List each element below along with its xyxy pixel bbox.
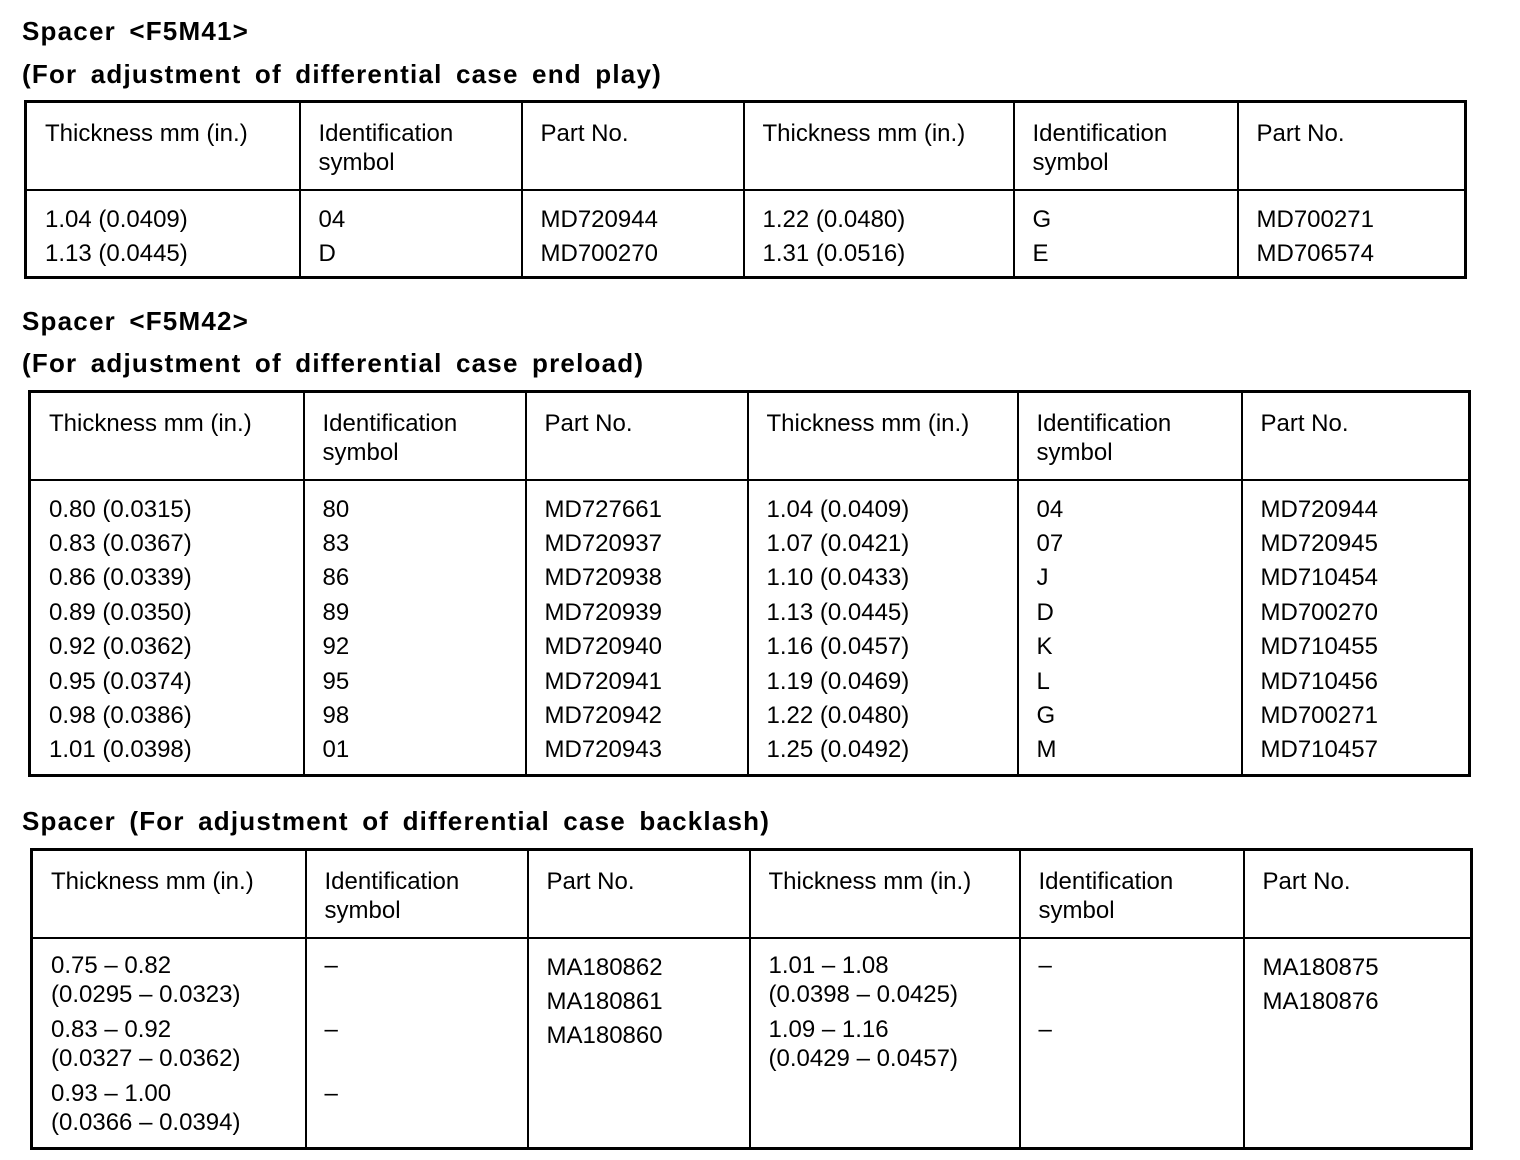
thickness-value: 0.86 (0.0339)	[49, 564, 192, 592]
thickness-value: 1.10 (0.0433)	[766, 564, 910, 592]
part-no-value: MA180876	[1262, 987, 1379, 1015]
id-symbol-value: K	[1036, 633, 1053, 661]
thickness-value: 1.09 – 1.16	[768, 1015, 889, 1043]
thickness-header: Thickness mm (in.)	[744, 102, 1014, 190]
thickness-value: 0.80 (0.0315)	[49, 495, 192, 523]
part-no-value: MD700270	[1260, 598, 1378, 626]
id-symbol-value: 86	[322, 564, 350, 592]
thickness-value: 0.83 – 0.92	[51, 1015, 172, 1043]
thickness-header: Thickness mm (in.)	[30, 392, 304, 480]
section-title: Spacer <F5M42>	[22, 306, 250, 336]
section-subtitle: (For adjustment of differential case preload)	[22, 348, 645, 378]
thickness-cell	[744, 190, 1014, 278]
part-no-value: MD720942	[544, 701, 662, 729]
part-no-header: Part No.	[1244, 850, 1472, 938]
part-no-value: MA180862	[546, 953, 663, 981]
thickness-cell	[750, 938, 1020, 1149]
thickness-value: 1.07 (0.0421)	[766, 529, 910, 557]
thickness-value: 1.22 (0.0480)	[766, 701, 910, 729]
id-symbol-value: –	[1038, 951, 1052, 979]
part-no-value: MD710456	[1260, 667, 1378, 695]
section-subtitle: (For adjustment of differential case end play)	[22, 59, 662, 89]
end-play-table	[24, 100, 1467, 279]
part-no-value: MD710454	[1260, 564, 1378, 592]
thickness-value: 0.75 – 0.82	[51, 951, 172, 979]
thickness-value: 1.13 (0.0445)	[45, 239, 188, 267]
part-no-value: MD720937	[544, 529, 662, 557]
id-symbol-value: 80	[322, 495, 350, 523]
id-symbol-header: Identification symbol	[1018, 392, 1242, 480]
part-no-value: MA180875	[1262, 953, 1379, 981]
part-no-cell	[522, 190, 744, 278]
thickness-value: 0.98 (0.0386)	[49, 701, 192, 729]
thickness-value: 1.25 (0.0492)	[766, 736, 910, 764]
part-no-cell	[526, 480, 748, 776]
section-title: Spacer <F5M41>	[22, 16, 250, 46]
part-no-cell	[528, 938, 750, 1149]
part-no-header: Part No.	[1238, 102, 1466, 190]
part-no-value: MD720945	[1260, 529, 1378, 557]
part-no-value: MD710455	[1260, 633, 1378, 661]
thickness-header: Thickness mm (in.)	[26, 102, 300, 190]
id-symbol-value: 04	[1036, 495, 1064, 523]
backlash-table	[30, 848, 1473, 1150]
thickness-cell	[32, 938, 306, 1149]
part-no-value: MD720938	[544, 564, 662, 592]
thickness-value: 1.04 (0.0409)	[45, 205, 188, 233]
part-no-value: MD720944	[1260, 495, 1378, 523]
id-symbol-value: E	[1032, 239, 1049, 267]
thickness-cell	[26, 190, 300, 278]
id-symbol-value: L	[1036, 667, 1050, 695]
id-symbol-value: 92	[322, 633, 350, 661]
thickness-value: (0.0429 – 0.0457)	[768, 1044, 958, 1072]
thickness-value: 0.89 (0.0350)	[49, 598, 192, 626]
part-no-cell	[1242, 480, 1470, 776]
thickness-header: Thickness mm (in.)	[750, 850, 1020, 938]
id-symbol-cell	[1014, 190, 1238, 278]
id-symbol-value: –	[324, 951, 338, 979]
part-no-value: MA180861	[546, 987, 663, 1015]
thickness-value: 1.01 – 1.08	[768, 951, 889, 979]
id-symbol-value: –	[324, 1015, 338, 1043]
thickness-header: Thickness mm (in.)	[32, 850, 306, 938]
id-symbol-header: Identification symbol	[300, 102, 522, 190]
part-no-value: MD720941	[544, 667, 662, 695]
part-no-value: MD700271	[1256, 205, 1374, 233]
id-symbol-value: 89	[322, 598, 350, 626]
thickness-value: (0.0366 – 0.0394)	[51, 1108, 241, 1136]
id-symbol-value: J	[1036, 564, 1049, 592]
thickness-value: 1.31 (0.0516)	[762, 239, 906, 267]
thickness-cell	[748, 480, 1018, 776]
thickness-value: (0.0295 – 0.0323)	[51, 980, 241, 1008]
id-symbol-header: Identification symbol	[304, 392, 526, 480]
thickness-value: 0.92 (0.0362)	[49, 633, 192, 661]
part-no-header: Part No.	[1242, 392, 1470, 480]
part-no-header: Part No.	[522, 102, 744, 190]
id-symbol-value: 98	[322, 701, 350, 729]
part-no-value: MD710457	[1260, 736, 1378, 764]
part-no-value: MD727661	[544, 495, 662, 523]
part-no-header: Part No.	[526, 392, 748, 480]
thickness-value: 1.22 (0.0480)	[762, 205, 906, 233]
preload-table	[28, 390, 1471, 777]
part-no-header: Part No.	[528, 850, 750, 938]
thickness-value: (0.0398 – 0.0425)	[768, 980, 958, 1008]
part-no-value: MD720944	[540, 205, 658, 233]
thickness-value: 0.95 (0.0374)	[49, 667, 192, 695]
thickness-value: 0.83 (0.0367)	[49, 529, 192, 557]
thickness-value: (0.0327 – 0.0362)	[51, 1044, 241, 1072]
part-no-cell	[1238, 190, 1466, 278]
part-no-value: MD720940	[544, 633, 662, 661]
id-symbol-cell	[304, 480, 526, 776]
id-symbol-value: G	[1036, 701, 1056, 729]
id-symbol-header: Identification symbol	[1014, 102, 1238, 190]
thickness-value: 1.13 (0.0445)	[766, 598, 910, 626]
id-symbol-cell	[1020, 938, 1244, 1149]
thickness-cell	[30, 480, 304, 776]
part-no-value: MD706574	[1256, 239, 1374, 267]
thickness-value: 1.01 (0.0398)	[49, 736, 192, 764]
id-symbol-value: –	[1038, 1015, 1052, 1043]
id-symbol-value: 95	[322, 667, 350, 695]
id-symbol-value: D	[318, 239, 336, 267]
thickness-value: 1.19 (0.0469)	[766, 667, 910, 695]
id-symbol-value: G	[1032, 205, 1052, 233]
thickness-value: 0.93 – 1.00	[51, 1079, 172, 1107]
part-no-value: MA180860	[546, 1022, 663, 1050]
part-no-value: MD700271	[1260, 701, 1378, 729]
id-symbol-header: Identification symbol	[1020, 850, 1244, 938]
id-symbol-cell	[1018, 480, 1242, 776]
id-symbol-value: 07	[1036, 529, 1064, 557]
thickness-header: Thickness mm (in.)	[748, 392, 1018, 480]
id-symbol-cell	[300, 190, 522, 278]
part-no-value: MD720943	[544, 736, 662, 764]
id-symbol-value: 01	[322, 736, 350, 764]
id-symbol-value: M	[1036, 736, 1057, 764]
section-title: Spacer (For adjustment of differential case backlash)	[22, 806, 771, 836]
id-symbol-value: D	[1036, 598, 1054, 626]
thickness-value: 1.16 (0.0457)	[766, 633, 910, 661]
id-symbol-value: 83	[322, 529, 350, 557]
part-no-cell	[1244, 938, 1472, 1149]
part-no-value: MD720939	[544, 598, 662, 626]
thickness-value: 1.04 (0.0409)	[766, 495, 910, 523]
part-no-value: MD700270	[540, 239, 658, 267]
id-symbol-value: –	[324, 1079, 338, 1107]
id-symbol-header: Identification symbol	[306, 850, 528, 938]
id-symbol-value: 04	[318, 205, 346, 233]
id-symbol-cell	[306, 938, 528, 1149]
